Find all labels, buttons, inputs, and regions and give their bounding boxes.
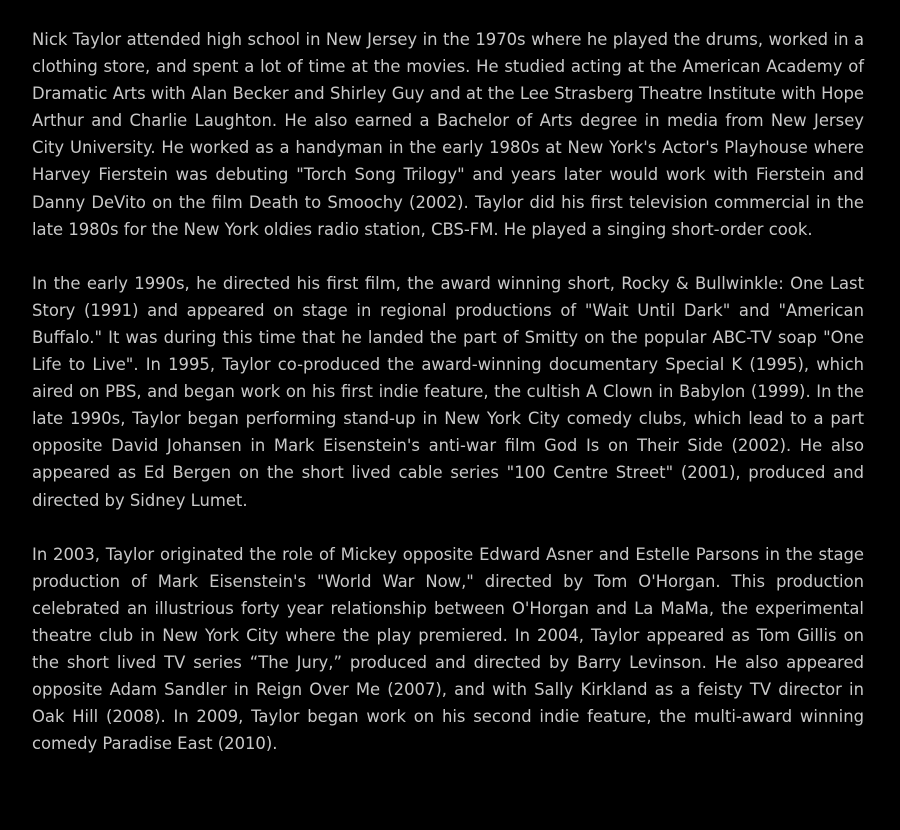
biography-paragraph-2: In the early 1990s, he directed his first film, the award winning short, Rocky & Bullwinkle: One Last Story (1991) and appeared on stage in regional productions of "Wait Until Dark" and "American Buffalo." It was during this time that he landed the part of Smitty on the popular ABC-TV soap "One Life to Live". In 1995, Taylor co-produced the award-winning documentary Special K (1995), which aired on PBS, and began work on his first indie feature, the cultish A Clown in Babylon (1999). In the late 1990s, Taylor began performing stand-up in New York City comedy clubs, which lead to a part opposite David Johansen in Mark Eisenstein's anti-war film God Is on Their Side (2002). He also appeared as Ed Bergen on the short lived cable series "100 Centre Street" (2001), produced and directed by Sidney Lumet.: [32, 273, 864, 510]
biography-paragraph-3: In 2003, Taylor originated the role of Mickey opposite Edward Asner and Estelle Parsons in the stage production of Mark Eisenstein's "World War Now," directed by Tom O'Horgan. This production celebrated an illustrious forty year relationship between O'Horgan and La MaMa, the experimental theatre club in New York City where the play premiered. In 2004, Taylor appeared as Tom Gillis on the short lived TV series “The Jury,” produced and directed by Barry Levinson. He also appeared opposite Adam Sandler in Reign Over Me (2007), and with Sally Kirkland as a feisty TV director in Oak Hill (2008). In 2009, Taylor began work on his second indie feature, the multi-award winning comedy Paradise East (2010).: [32, 544, 864, 754]
biography-paragraph-1: Nick Taylor attended high school in New Jersey in the 1970s where he played the drums, worked in a clothing store, and spent a lot of time at the movies. He studied acting at the American Academy of Dramatic Arts with Alan Becker and Shirley Guy and at the Lee Strasberg Theatre Institute with Hope Arthur and Charlie Laughton. He also earned a Bachelor of Arts degree in media from New Jersey City University. He worked as a handyman in the early 1980s at New York's Actor's Playhouse where Harvey Fierstein was debuting "Torch Song Trilogy" and years later would work with Fierstein and Danny DeVito on the film Death to Smoochy (2002). Taylor did his first television commercial in the late 1980s for the New York oldies radio station, CBS-FM. He played a singing short-order cook.: [32, 30, 864, 239]
